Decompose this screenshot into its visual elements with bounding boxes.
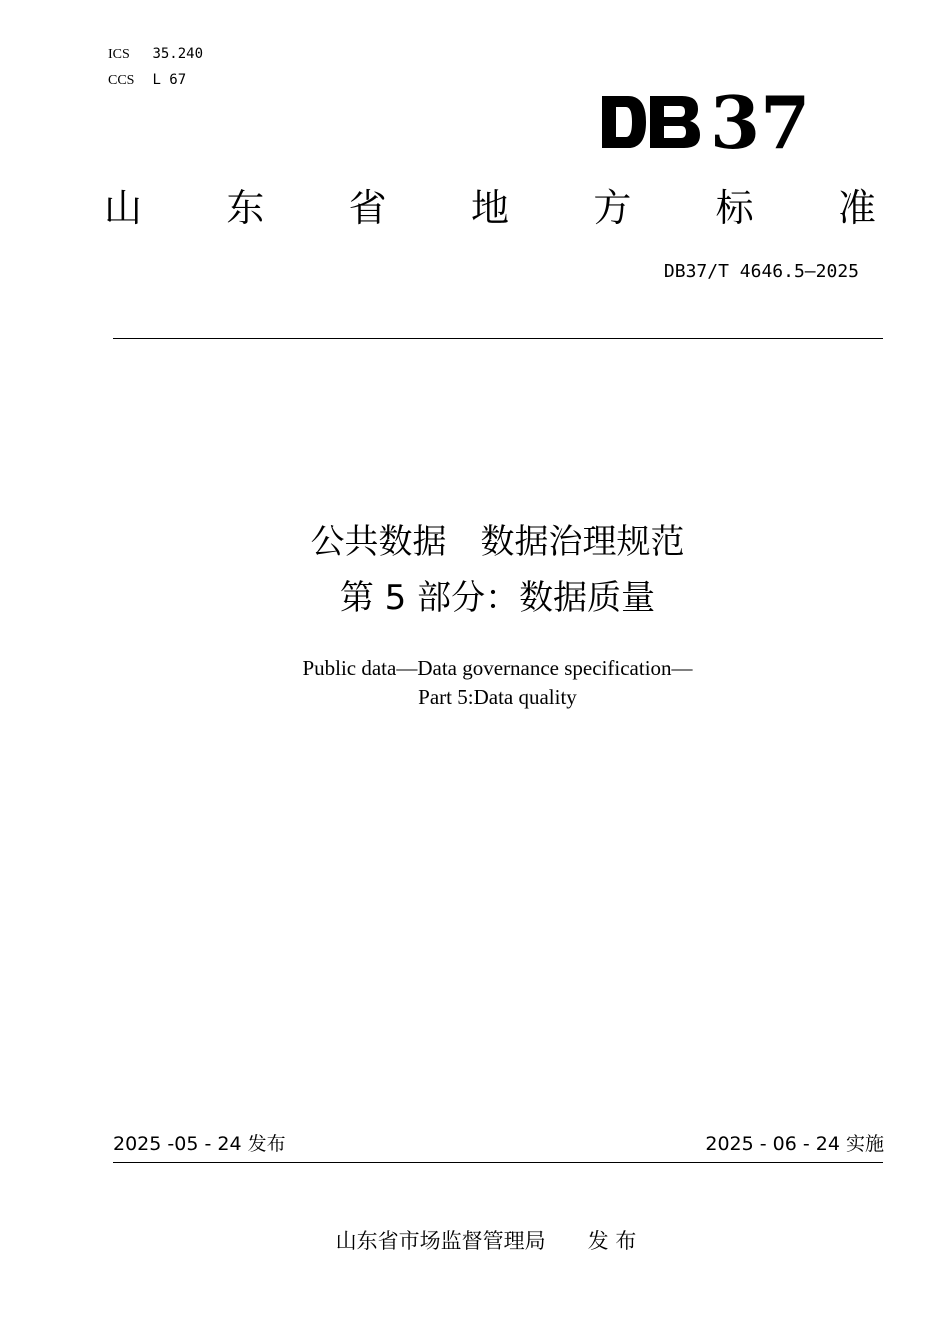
title-zh-line-2: 第 5 部分：数据质量 xyxy=(339,578,656,618)
ccs-value: L 67 xyxy=(152,72,187,88)
title-en-line-2: Part 5:Data quality xyxy=(418,685,577,709)
ics-value: 35.240 xyxy=(152,46,204,62)
ccs-label: CCS xyxy=(108,73,135,88)
bottom-divider xyxy=(113,1162,883,1163)
ics-classification xyxy=(108,46,203,63)
standard-type-char: 山 xyxy=(104,186,143,230)
title-en-line-1: Public data—Data governance specification— xyxy=(302,656,693,680)
db37-logo xyxy=(598,78,818,158)
standard-type-char: 准 xyxy=(837,186,876,230)
standard-number: DB37/T 4646.5—2025 xyxy=(663,261,859,282)
top-divider xyxy=(113,338,883,339)
svg-text:37: 37 xyxy=(710,80,811,158)
issuing-authority: 山东省市场监督管理局 发 布 xyxy=(335,1229,637,1253)
title-zh-line-1: 公共数据 数据治理规范 xyxy=(310,522,685,562)
standard-type-char: 省 xyxy=(348,186,387,230)
standard-type-char: 东 xyxy=(226,186,265,230)
issue-date: 2025 -05 - 24 发布 xyxy=(113,1133,286,1155)
ics-label: ICS xyxy=(108,47,130,62)
standard-type-heading xyxy=(104,182,876,234)
standard-type-char: 方 xyxy=(593,186,632,230)
standard-type-char: 地 xyxy=(470,186,509,230)
implementation-date: 2025 - 06 - 24 实施 xyxy=(705,1133,884,1155)
standard-type-char: 标 xyxy=(715,186,754,230)
ccs-classification xyxy=(108,72,186,89)
